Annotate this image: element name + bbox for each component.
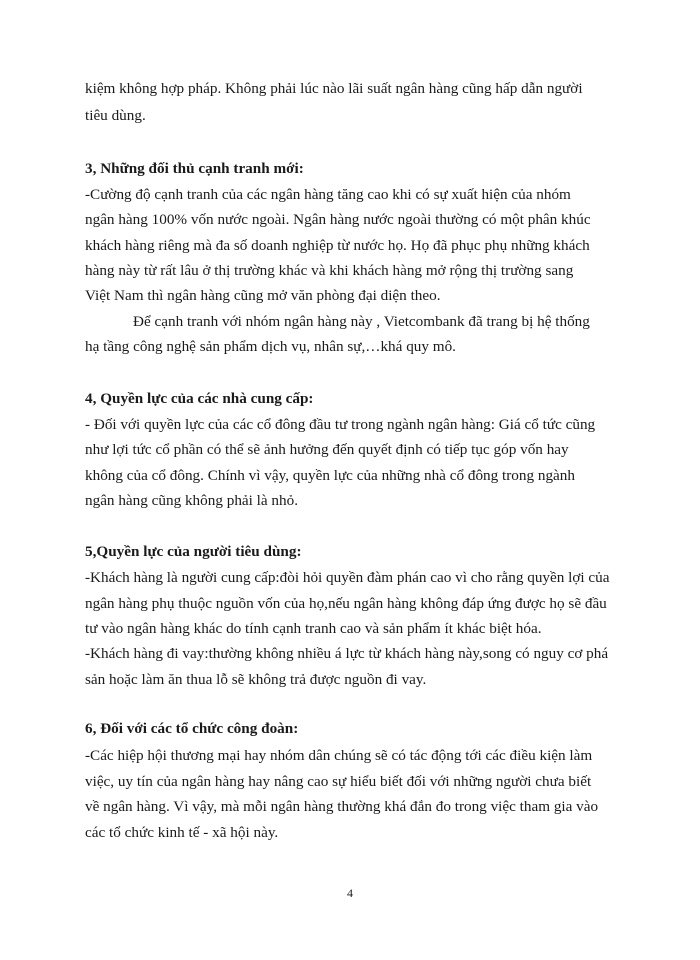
- page-number: 4: [347, 886, 353, 900]
- body-line: kiệm không hợp pháp. Không phải lúc nào lãi suất ngân hàng cũng hấp dẫn người: [85, 80, 583, 97]
- body-line: ngân hàng 100% vốn nước ngoài. Ngân hàng nước ngoài thường có một phân khúc: [85, 211, 591, 228]
- body-line: các tổ chức kinh tế - xã hội này.: [85, 824, 279, 841]
- section-heading-3: 3, Những đối thủ cạnh tranh mới:: [85, 160, 304, 177]
- body-line: tiêu dùng.: [85, 107, 146, 124]
- body-line: - Đối với quyền lực của các cổ đông đầu tư trong ngành ngân hàng: Giá cổ tức cũng: [85, 416, 596, 433]
- body-line: Để cạnh tranh với nhóm ngân hàng này , Vietcombank đã trang bị hệ thống: [133, 313, 590, 330]
- body-line: -Khách hàng là người cung cấp:đòi hỏi quyền đàm phán cao vì cho rằng quyền lợi của: [85, 569, 610, 586]
- body-line: không của cổ đông. Chính vì vậy, quyền lực của những nhà cổ đông trong ngành: [85, 467, 575, 484]
- body-line: Việt Nam thì ngân hàng cũng mở văn phòng đại diện theo.: [85, 287, 441, 304]
- body-line: như lợi tức cổ phần có thể sẽ ảnh hưởng đến quyết định có tiếp tục góp vốn hay: [85, 441, 569, 458]
- body-line: hàng này từ rất lâu ở thị trường khác và khi khách hàng mở rộng thị trường sang: [85, 262, 574, 279]
- section-heading-5: 5,Quyền lực của người tiêu dùng:: [85, 543, 302, 560]
- body-line: ngân hàng phụ thuộc nguồn vốn của họ,nếu ngân hàng không đáp ứng được họ sẽ đầu: [85, 595, 607, 612]
- body-line: việc, uy tín của ngân hàng hay nâng cao sự hiểu biết đối với những người chưa biết: [85, 773, 592, 790]
- body-line: ngân hàng cũng không phải là nhỏ.: [85, 492, 299, 509]
- body-line: về ngân hàng. Vì vậy, mà mỗi ngân hàng thường khá đắn đo trong việc tham gia vào: [85, 798, 599, 815]
- body-line: -Các hiệp hội thương mại hay nhóm dân chúng sẽ có tác động tới các điều kiện làm: [85, 747, 593, 764]
- body-line: -Cường độ cạnh tranh của các ngân hàng tăng cao khi có sự xuất hiện của nhóm: [85, 186, 571, 203]
- body-line: sản hoặc làm ăn thua lỗ sẽ không trả được nguồn đi vay.: [85, 671, 427, 688]
- section-heading-6: 6, Đối với các tổ chức công đoàn:: [85, 720, 299, 737]
- body-line: hạ tầng công nghệ sản phẩm dịch vụ, nhân sự,…khá quy mô.: [85, 338, 456, 355]
- section-heading-4: 4, Quyền lực của các nhà cung cấp:: [85, 390, 314, 407]
- body-line: tư vào ngân hàng khác do tính cạnh tranh cao và sản phẩm ít khác biệt hóa.: [85, 620, 542, 637]
- body-line: -Khách hàng đi vay:thường không nhiều á lực từ khách hàng này,song có nguy cơ phá: [85, 645, 609, 662]
- body-line: khách hàng riêng mà đa số doanh nghiệp từ nước họ. Họ đã phục phụ những khách: [85, 237, 590, 254]
